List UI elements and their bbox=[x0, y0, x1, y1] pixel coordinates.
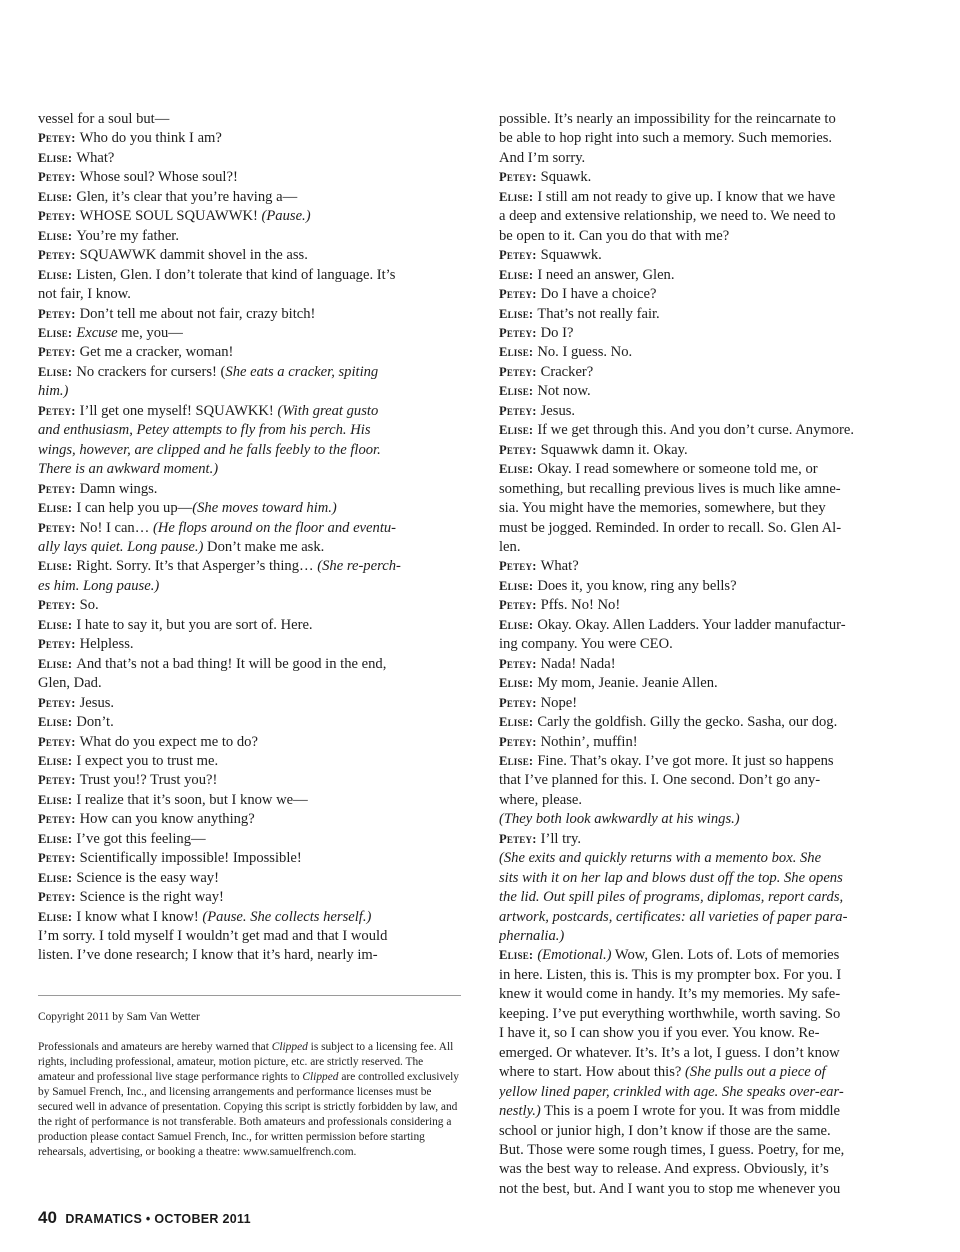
dialogue-text: I know what I know! bbox=[76, 908, 203, 925]
stage-direction: (Pause.) bbox=[261, 208, 311, 225]
dialogue-text: Jesus. bbox=[540, 402, 576, 419]
dialogue-text: Whose soul? Whose soul?! bbox=[79, 169, 238, 186]
dialogue-text: vessel for a soul but— bbox=[38, 111, 170, 127]
speaker-name: Petey: bbox=[38, 773, 76, 788]
notice-text: Professionals and amateurs are hereby warned that bbox=[38, 1041, 272, 1053]
dialogue-text: No! I can… bbox=[79, 519, 153, 536]
stage-direction: (With great gusto bbox=[277, 402, 379, 419]
speaker-name: Elise: bbox=[499, 306, 534, 321]
speaker-name: Elise: bbox=[38, 715, 73, 730]
script-line bbox=[38, 927, 461, 946]
stage-direction: sits with it on her lap and blows dust off the top. She opens bbox=[499, 869, 843, 886]
script-line bbox=[38, 655, 461, 674]
script-line bbox=[499, 849, 922, 868]
dialogue-text: where, please. bbox=[499, 791, 583, 808]
script-line bbox=[499, 382, 922, 401]
dialogue-text: Helpless. bbox=[79, 636, 134, 653]
script-line bbox=[499, 733, 922, 752]
dialogue-text: Glen, Dad. bbox=[38, 675, 102, 692]
dialogue-text: knew it would come in handy. It’s my memories. My safe- bbox=[499, 986, 841, 1003]
script-line bbox=[38, 402, 461, 421]
speaker-name: Petey: bbox=[499, 325, 537, 340]
speaker-name: Elise: bbox=[38, 870, 73, 885]
dialogue-text: Science is the right way! bbox=[79, 889, 224, 906]
dialogue-text: listen. I’ve done research; I know that it’s hard, nearly im- bbox=[38, 947, 378, 964]
script-line bbox=[38, 538, 461, 557]
page-number: 40 bbox=[38, 1208, 57, 1227]
left-column bbox=[38, 110, 461, 966]
script-line bbox=[499, 305, 922, 324]
script-line bbox=[499, 1044, 922, 1063]
dialogue-text: Nothin’, muffin! bbox=[540, 733, 638, 750]
dialogue-text: What? bbox=[76, 149, 115, 166]
script-line bbox=[499, 771, 922, 790]
script-line bbox=[499, 149, 922, 168]
script-line bbox=[38, 480, 461, 499]
speaker-name: Petey: bbox=[38, 345, 76, 360]
script-line bbox=[38, 266, 461, 285]
script-line bbox=[499, 499, 922, 518]
stage-direction: ally lays quiet. Long pause.) bbox=[38, 538, 204, 555]
dialogue-text: Not now. bbox=[537, 383, 591, 400]
script-line bbox=[38, 343, 461, 362]
dialogue-text: emerged. Or whatever. It’s. It’s a lot, I guess. I don’t know bbox=[499, 1044, 840, 1061]
script-line bbox=[499, 791, 922, 810]
script-line bbox=[499, 713, 922, 732]
speaker-name: Petey: bbox=[499, 656, 537, 671]
dialogue-text: So. bbox=[79, 597, 99, 614]
stage-direction: and enthusiasm, Petey attempts to fly from his perch. His bbox=[38, 422, 371, 439]
speaker-name: Petey: bbox=[38, 637, 76, 652]
script-line bbox=[38, 577, 461, 596]
speaker-name: Petey: bbox=[499, 695, 537, 710]
speaker-name: Elise: bbox=[38, 656, 73, 671]
script-line bbox=[38, 460, 461, 479]
script-line bbox=[38, 713, 461, 732]
stage-direction: (She re-perch- bbox=[317, 558, 401, 575]
script-line bbox=[499, 168, 922, 187]
script-line bbox=[38, 305, 461, 324]
dialogue-text: not fair, I know. bbox=[38, 286, 131, 303]
script-line bbox=[38, 227, 461, 246]
script-line bbox=[499, 266, 922, 285]
dialogue-text: Trust you!? Trust you?! bbox=[79, 772, 218, 789]
speaker-name: Elise: bbox=[38, 753, 73, 768]
script-line bbox=[499, 207, 922, 226]
dialogue-text: Does it, you know, ring any bells? bbox=[537, 577, 737, 594]
dialogue-text: be able to hop right into such a memory. Such memories. bbox=[499, 130, 833, 147]
dialogue-text: Do I have a choice? bbox=[540, 286, 657, 303]
dialogue-text: I’ll try. bbox=[540, 830, 581, 847]
script-line bbox=[499, 324, 922, 343]
dialogue-text: me, you— bbox=[117, 324, 183, 341]
script-line bbox=[38, 519, 461, 538]
dialogue-text: I have it, so I can show you if you ever. You know. Re- bbox=[499, 1025, 820, 1042]
dialogue-text: Carly the goldfish. Gilly the gecko. Sasha, our dog. bbox=[537, 714, 838, 731]
dialogue-text: Scientifically impossible! Impossible! bbox=[79, 850, 302, 867]
dialogue-text: Science is the easy way! bbox=[76, 869, 219, 886]
dialogue-text: possible. It’s nearly an impossibility for the reincarnate to bbox=[499, 111, 836, 127]
play-title: Clipped bbox=[271, 1041, 308, 1053]
speaker-name: Elise: bbox=[499, 753, 534, 768]
dialogue-text: Jesus. bbox=[79, 694, 115, 711]
speaker-name: Elise: bbox=[499, 267, 534, 282]
script-line bbox=[38, 363, 461, 382]
speaker-name: Petey: bbox=[499, 170, 537, 185]
speaker-name: Petey: bbox=[38, 734, 76, 749]
speaker-name: Elise: bbox=[38, 364, 73, 379]
speaker-name: Elise: bbox=[499, 384, 534, 399]
dialogue-text: sia. You might have the memories, somewhere, but they bbox=[499, 500, 826, 517]
stage-direction: (She exits and quickly returns with a memento box. She bbox=[499, 850, 822, 867]
script-line bbox=[499, 1180, 922, 1199]
script-line bbox=[499, 129, 922, 148]
script-line bbox=[38, 888, 461, 907]
dialogue-text: My mom, Jeanie. Jeanie Allen. bbox=[537, 675, 718, 692]
stage-direction: (She moves toward him.) bbox=[192, 500, 337, 517]
dialogue-text: Wow, Glen. Lots of. Lots of memories bbox=[611, 947, 840, 964]
script-line bbox=[499, 869, 922, 888]
script-line bbox=[38, 694, 461, 713]
speaker-name: Petey: bbox=[38, 131, 76, 146]
script-line bbox=[38, 168, 461, 187]
dialogue-text: Pffs. No! No! bbox=[540, 597, 621, 614]
dialogue-text: be open to it. Can you do that with me? bbox=[499, 227, 730, 244]
dialogue-text: Glen, it’s clear that you’re having a— bbox=[76, 188, 298, 205]
dialogue-text: Listen, Glen. I don’t tolerate that kind of language. It’s bbox=[76, 266, 396, 283]
speaker-name: Petey: bbox=[499, 734, 537, 749]
stage-direction: (Emotional.) bbox=[537, 947, 612, 964]
dialogue-text: in here. Listen, this is. This is my prompter box. For you. I bbox=[499, 966, 842, 983]
dialogue-text: How can you know anything? bbox=[79, 811, 255, 828]
dialogue-text: This is a poem I wrote for you. It was from middle bbox=[540, 1103, 841, 1120]
script-line bbox=[38, 869, 461, 888]
dialogue-text: Squawwk damn it. Okay. bbox=[540, 441, 688, 458]
stage-direction: phernalia.) bbox=[499, 928, 565, 945]
divider bbox=[38, 995, 461, 996]
speaker-name: Petey: bbox=[38, 812, 76, 827]
script-line bbox=[499, 830, 922, 849]
script-line bbox=[499, 227, 922, 246]
dialogue-text: SQUAWWK dammit shovel in the ass. bbox=[79, 247, 308, 264]
dialogue-text: I realize that it’s soon, but I know we— bbox=[76, 791, 308, 808]
dialogue-text: Who do you think I am? bbox=[79, 130, 222, 147]
dialogue-text: I need an answer, Glen. bbox=[537, 266, 675, 283]
dialogue-text: Nada! Nada! bbox=[540, 655, 616, 672]
dialogue-text: Don’t make me ask. bbox=[203, 538, 325, 555]
script-line bbox=[38, 791, 461, 810]
script-line bbox=[38, 752, 461, 771]
dialogue-text: What? bbox=[540, 558, 579, 575]
script-line bbox=[499, 1141, 922, 1160]
script-line bbox=[499, 635, 922, 654]
speaker-name: Petey: bbox=[38, 403, 76, 418]
script-line bbox=[38, 616, 461, 635]
speaker-name: Elise: bbox=[499, 948, 534, 963]
script-line bbox=[38, 830, 461, 849]
script-line bbox=[499, 927, 922, 946]
script-line bbox=[38, 285, 461, 304]
speaker-name: Elise: bbox=[38, 831, 73, 846]
speaker-name: Elise: bbox=[499, 345, 534, 360]
script-line bbox=[38, 674, 461, 693]
script-line bbox=[38, 946, 461, 965]
dialogue-text: len. bbox=[499, 538, 521, 555]
dialogue-text: I still am not ready to give up. I know that we have bbox=[537, 188, 836, 205]
dialogue-text: Don’t tell me about not fair, crazy bitch! bbox=[79, 305, 316, 322]
dialogue-text: I expect you to trust me. bbox=[76, 752, 219, 769]
stage-direction: wings, however, are clipped and he falls feebly to the floor. bbox=[38, 441, 381, 458]
script-line bbox=[499, 1102, 922, 1121]
speaker-name: Elise: bbox=[38, 792, 73, 807]
script-line bbox=[38, 207, 461, 226]
dialogue-text: No crackers for cursers! ( bbox=[76, 363, 226, 380]
script-line bbox=[38, 421, 461, 440]
dialogue-text: And that’s not a bad thing! It will be good in the end, bbox=[76, 655, 387, 672]
script-line bbox=[38, 246, 461, 265]
script-line bbox=[499, 655, 922, 674]
script-line bbox=[499, 966, 922, 985]
speaker-name: Petey: bbox=[499, 598, 537, 613]
script-line bbox=[38, 382, 461, 401]
speaker-name: Petey: bbox=[499, 442, 537, 457]
dialogue-text: I hate to say it, but you are sort of. Here. bbox=[76, 616, 313, 633]
script-line bbox=[499, 557, 922, 576]
stage-direction: artwork, postcards, certificates: all varieties of paper para- bbox=[499, 908, 848, 925]
dialogue-text: keeping. I’ve put everything worthwhile, worth saving. So bbox=[499, 1005, 841, 1022]
script-line bbox=[499, 480, 922, 499]
dialogue-text: I’m sorry. I told myself I wouldn’t get mad and that I would bbox=[38, 928, 388, 945]
speaker-name: Elise: bbox=[499, 617, 534, 632]
speaker-name: Elise: bbox=[499, 676, 534, 691]
dialogue-text: Okay. Okay. Allen Ladders. Your ladder manufactur- bbox=[537, 616, 846, 633]
script-line bbox=[499, 519, 922, 538]
speaker-name: Petey: bbox=[38, 481, 76, 496]
dialogue-text: Squawwk. bbox=[540, 247, 602, 264]
script-line bbox=[499, 441, 922, 460]
dialogue-text: was the best way to release. And express. Obviously, it’s bbox=[499, 1161, 829, 1178]
dialogue-text: Fine. That’s okay. I’ve got more. It just so happens bbox=[537, 752, 834, 769]
script-line bbox=[499, 752, 922, 771]
dialogue-text: I’ll get one myself! SQUAWKK! bbox=[79, 402, 278, 419]
play-title: Clipped bbox=[302, 1071, 339, 1083]
speaker-name: Petey: bbox=[499, 364, 537, 379]
page-footer bbox=[38, 1208, 251, 1228]
dialogue-text: And I’m sorry. bbox=[499, 149, 586, 166]
dialogue-text: Squawk. bbox=[540, 169, 592, 186]
speaker-name: Petey: bbox=[499, 831, 537, 846]
speaker-name: Petey: bbox=[38, 248, 76, 263]
stage-direction: the lid. Out spill piles of programs, diplomas, report cards, bbox=[499, 889, 844, 906]
script-line bbox=[499, 908, 922, 927]
speaker-name: Petey: bbox=[38, 170, 76, 185]
dialogue-text: I can help you up— bbox=[76, 500, 193, 517]
speaker-name: Elise: bbox=[38, 909, 73, 924]
script-line bbox=[38, 771, 461, 790]
dialogue-text: What do you expect me to do? bbox=[79, 733, 258, 750]
dialogue-text: Get me a cracker, woman! bbox=[79, 344, 234, 361]
script-line bbox=[38, 596, 461, 615]
script-line bbox=[38, 810, 461, 829]
dialogue-text: Cracker? bbox=[540, 363, 594, 380]
speaker-name: Petey: bbox=[38, 598, 76, 613]
script-line bbox=[499, 946, 922, 965]
script-line bbox=[499, 1024, 922, 1043]
speaker-name: Elise: bbox=[499, 462, 534, 477]
speaker-name: Petey: bbox=[38, 695, 76, 710]
right-column bbox=[499, 110, 922, 1199]
script-line bbox=[499, 460, 922, 479]
speaker-name: Elise: bbox=[499, 715, 534, 730]
dialogue-text: Do I? bbox=[540, 324, 574, 341]
script-line bbox=[499, 674, 922, 693]
script-line bbox=[38, 557, 461, 576]
dialogue-text: Okay. I read somewhere or someone told me, or bbox=[537, 461, 818, 478]
stage-direction: (He flops around on the floor and eventu- bbox=[152, 519, 397, 536]
speaker-name: Petey: bbox=[38, 520, 76, 535]
dialogue-text: Don’t. bbox=[76, 714, 114, 731]
stage-direction: (They both look awkwardly at his wings.) bbox=[499, 811, 740, 828]
dialogue-text: Right. Sorry. It’s that Asperger’s thing… bbox=[76, 558, 318, 575]
dialogue-text: No. I guess. No. bbox=[537, 344, 633, 361]
dialogue-text: Nope! bbox=[540, 694, 578, 711]
script-line bbox=[499, 421, 922, 440]
stage-direction: She eats a cracker, spiting bbox=[225, 363, 379, 380]
speaker-name: Petey: bbox=[38, 306, 76, 321]
stage-direction: Excuse bbox=[76, 324, 118, 341]
script-line bbox=[499, 363, 922, 382]
script-line bbox=[499, 616, 922, 635]
script-line bbox=[38, 441, 461, 460]
stage-direction: nestly.) bbox=[499, 1103, 541, 1120]
script-line bbox=[499, 985, 922, 1004]
script-line bbox=[499, 577, 922, 596]
speaker-name: Petey: bbox=[38, 890, 76, 905]
notice-text: are controlled exclusively by Samuel French, Inc., and licensing arrangements and performance licenses must be secured well in advance of presentation. Copying this script is strictly forbidden by law, and the right of performance is not transferable. Both amateurs and professionals considering a production please contact Samuel French, Inc., for written permission before starting rehearsals, advertising, or booking a theatre: www.samuelfrench.com. bbox=[38, 1071, 460, 1158]
dialogue-text: If we get through this. And you don’t curse. Anymore. bbox=[537, 422, 855, 439]
notice-text: is subject to a licensing fee. All rights, including professional, amateur, motion picture, etc. are strictly reserved. The amateur and professional live stage performance rights to bbox=[38, 1041, 454, 1083]
speaker-name: Petey: bbox=[499, 403, 537, 418]
speaker-name: Elise: bbox=[38, 559, 73, 574]
speaker-name: Petey: bbox=[38, 851, 76, 866]
dialogue-text: where to start. How about this? bbox=[499, 1064, 686, 1081]
script-line bbox=[38, 324, 461, 343]
script-line bbox=[38, 635, 461, 654]
stage-direction: (She pulls out a piece of bbox=[685, 1064, 826, 1081]
dialogue-text: WHOSE SOUL SQUAWWK! bbox=[79, 208, 262, 225]
speaker-name: Elise: bbox=[38, 189, 73, 204]
speaker-name: Petey: bbox=[499, 559, 537, 574]
dialogue-text: You’re my father. bbox=[76, 227, 179, 244]
script-line bbox=[499, 188, 922, 207]
dialogue-text: that I’ve planned for this. I. One second. Don’t go any- bbox=[499, 772, 821, 789]
script-line bbox=[499, 1063, 922, 1082]
script-line bbox=[38, 908, 461, 927]
script-line bbox=[499, 402, 922, 421]
script-line bbox=[499, 596, 922, 615]
copyright-line: Copyright 2011 by Sam Van Wetter bbox=[38, 1011, 200, 1023]
dialogue-text: something, but recalling previous lives is much like amne- bbox=[499, 480, 841, 497]
script-line bbox=[38, 188, 461, 207]
speaker-name: Elise: bbox=[499, 189, 534, 204]
script-line bbox=[38, 733, 461, 752]
stage-direction: yellow lined paper, crinkled with age. She speaks over-ear- bbox=[499, 1083, 844, 1100]
dialogue-text: a deep and extensive relationship, we need to. We need to bbox=[499, 208, 836, 225]
magazine-issue: DRAMATICS • OCTOBER 2011 bbox=[65, 1212, 251, 1226]
script-line bbox=[38, 499, 461, 518]
script-line bbox=[499, 110, 922, 129]
dialogue-text: Damn wings. bbox=[79, 480, 158, 497]
stage-direction: him.) bbox=[38, 383, 69, 400]
stage-direction: There is an awkward moment.) bbox=[38, 461, 219, 478]
speaker-name: Elise: bbox=[499, 423, 534, 438]
script-line bbox=[499, 1122, 922, 1141]
script-line bbox=[499, 246, 922, 265]
speaker-name: Petey: bbox=[499, 248, 537, 263]
speaker-name: Petey: bbox=[38, 209, 76, 224]
script-line bbox=[499, 888, 922, 907]
stage-direction: (Pause. She collects herself.) bbox=[202, 908, 372, 925]
speaker-name: Elise: bbox=[499, 578, 534, 593]
dialogue-text: ing company. You were CEO. bbox=[499, 636, 673, 653]
script-line bbox=[499, 1160, 922, 1179]
script-line bbox=[499, 1083, 922, 1102]
speaker-name: Elise: bbox=[38, 228, 73, 243]
script-line bbox=[38, 129, 461, 148]
script-line bbox=[38, 149, 461, 168]
script-line bbox=[499, 1005, 922, 1024]
speaker-name: Elise: bbox=[38, 501, 73, 516]
speaker-name: Elise: bbox=[38, 325, 73, 340]
dialogue-text: That’s not really fair. bbox=[537, 305, 660, 322]
script-line bbox=[38, 849, 461, 868]
dialogue-text: I’ve got this feeling— bbox=[76, 830, 206, 847]
dialogue-text: school or junior high, I don’t know if those are the same. bbox=[499, 1122, 831, 1139]
dialogue-text: But. Those were some rough times, I guess. Poetry, for me, bbox=[499, 1142, 845, 1159]
rights-notice bbox=[38, 1040, 461, 1160]
speaker-name: Elise: bbox=[38, 617, 73, 632]
dialogue-text: not the best, but. And I want you to stop me whenever you bbox=[499, 1180, 841, 1197]
dialogue-text: must be jogged. Reminded. In order to recall. So. Glen Al- bbox=[499, 519, 842, 536]
script-line bbox=[38, 110, 461, 129]
script-line bbox=[499, 285, 922, 304]
speaker-name: Elise: bbox=[38, 267, 73, 282]
script-line bbox=[499, 694, 922, 713]
script-line bbox=[499, 343, 922, 362]
speaker-name: Petey: bbox=[499, 287, 537, 302]
stage-direction: es him. Long pause.) bbox=[38, 577, 160, 594]
script-line bbox=[499, 810, 922, 829]
speaker-name: Elise: bbox=[38, 150, 73, 165]
script-line bbox=[499, 538, 922, 557]
